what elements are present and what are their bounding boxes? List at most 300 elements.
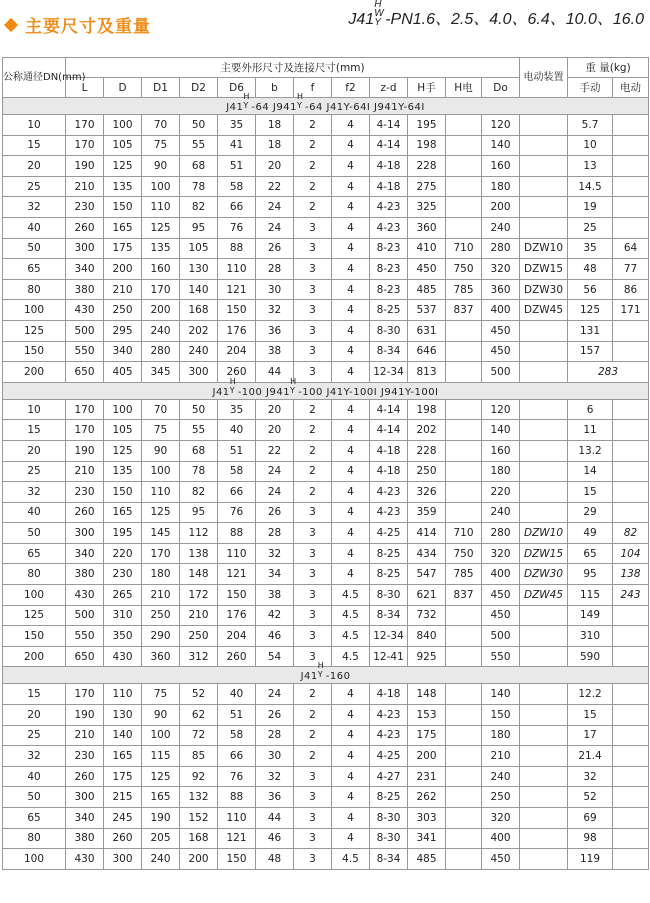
weight-electric-cell: 171: [613, 300, 649, 321]
dimension-cell: 46: [256, 828, 294, 849]
dimension-cell: 4: [332, 362, 370, 383]
dimension-cell: 240: [180, 341, 218, 362]
actuator-cell: [520, 646, 568, 667]
dimension-cell: 4: [332, 217, 370, 238]
dimension-cell: 260: [66, 502, 104, 523]
stacked-top: H: [296, 92, 304, 101]
dn-cell: 40: [3, 217, 66, 238]
stacked-letters: [243, 92, 251, 110]
dimension-cell: 26: [256, 238, 294, 259]
actuator-cell: [520, 746, 568, 767]
dimension-cell: 170: [66, 684, 104, 705]
dimension-cell: 204: [218, 626, 256, 647]
weight-electric-cell: [613, 646, 649, 667]
dimension-cell: 110: [218, 259, 256, 280]
dimension-cell: 710: [446, 523, 482, 544]
dimension-cell: 24: [256, 684, 294, 705]
dimension-cell: 250: [408, 461, 446, 482]
dimension-cell: 135: [142, 238, 180, 259]
dimension-cell: 450: [482, 605, 520, 626]
dimension-cell: 230: [66, 746, 104, 767]
dimension-cell: 4-18: [370, 176, 408, 197]
dimension-cell: [446, 482, 482, 503]
table-row: [3, 808, 649, 829]
dimension-cell: 92: [180, 766, 218, 787]
section-label: [3, 92, 649, 115]
dimension-cell: 105: [180, 238, 218, 259]
dimension-cell: 44: [256, 362, 294, 383]
dimension-cell: 380: [66, 279, 104, 300]
dimension-cell: 210: [482, 746, 520, 767]
dimension-cell: 51: [218, 440, 256, 461]
dimension-cell: 66: [218, 197, 256, 218]
dimension-cell: 326: [408, 482, 446, 503]
dimension-cell: 750: [446, 543, 482, 564]
dimension-cell: 621: [408, 585, 446, 606]
title-block: [6, 12, 151, 37]
actuator-cell: [520, 115, 568, 136]
dimension-cell: 105: [104, 135, 142, 156]
formula-stack-top: H: [374, 0, 382, 10]
dimension-cell: 4: [332, 156, 370, 177]
dimension-cell: 190: [142, 808, 180, 829]
weight-electric-cell: [613, 217, 649, 238]
dimension-cell: 172: [180, 585, 218, 606]
dimension-cell: 2: [294, 482, 332, 503]
dimension-cell: 340: [104, 341, 142, 362]
dimension-cell: 4-25: [370, 746, 408, 767]
stacked-letters: [229, 376, 238, 395]
table-row: [3, 300, 649, 321]
dimension-cell: 4-23: [370, 197, 408, 218]
dimension-cell: 110: [218, 808, 256, 829]
dimension-cell: 400: [482, 828, 520, 849]
dimension-cell: 485: [408, 849, 446, 870]
dn-cell: 15: [3, 684, 66, 705]
weight-manual-cell: 11: [568, 420, 613, 441]
dimension-cell: 240: [482, 217, 520, 238]
dimension-cell: 112: [180, 523, 218, 544]
dimension-cell: 4: [332, 420, 370, 441]
dimension-cell: [446, 362, 482, 383]
weight-manual-cell: 10: [568, 135, 613, 156]
dimension-cell: 200: [482, 197, 520, 218]
dimension-cell: 430: [66, 849, 104, 870]
weight-electric-cell: [613, 420, 649, 441]
dimension-cell: 40: [218, 684, 256, 705]
weight-manual-cell: 49: [568, 523, 613, 544]
dimension-cell: 3: [294, 564, 332, 585]
dimension-cell: 4: [332, 502, 370, 523]
dimension-cell: 550: [482, 646, 520, 667]
dn-cell: 10: [3, 399, 66, 420]
dimension-cell: [446, 135, 482, 156]
dimension-cell: 360: [408, 217, 446, 238]
dimension-cell: 130: [104, 705, 142, 726]
dimension-cell: 260: [218, 646, 256, 667]
actuator-cell: [520, 341, 568, 362]
dimension-cell: 121: [218, 279, 256, 300]
dimension-cell: 405: [104, 362, 142, 383]
dn-cell: 40: [3, 766, 66, 787]
dimension-cell: 260: [66, 217, 104, 238]
dimension-cell: 110: [218, 543, 256, 564]
weight-manual-cell: 119: [568, 849, 613, 870]
section-label-part: J41: [226, 102, 244, 113]
dn-cell: 150: [3, 626, 66, 647]
dimension-cell: 4: [332, 684, 370, 705]
weight-manual-cell: 17: [568, 725, 613, 746]
dimension-cell: 8-23: [370, 259, 408, 280]
dimension-cell: 430: [104, 646, 142, 667]
dimension-cell: 140: [180, 279, 218, 300]
weight-manual-cell: 95: [568, 564, 613, 585]
table-row: [3, 787, 649, 808]
stacked-bottom: Y: [290, 385, 296, 395]
dimension-cell: 4: [332, 197, 370, 218]
dimension-cell: 125: [142, 217, 180, 238]
dimension-cell: 4-14: [370, 115, 408, 136]
weight-manual-cell: 310: [568, 626, 613, 647]
actuator-cell: DZW10: [520, 523, 568, 544]
dimension-cell: 837: [446, 300, 482, 321]
dn-cell: 65: [3, 808, 66, 829]
section-label-part: -100 J941: [237, 386, 291, 398]
dimension-cell: 340: [66, 259, 104, 280]
actuator-cell: [520, 808, 568, 829]
dimension-cell: 250: [180, 626, 218, 647]
dimension-cell: 78: [180, 461, 218, 482]
dimension-cell: [446, 787, 482, 808]
dimension-cell: 110: [142, 482, 180, 503]
dimension-cell: 2: [294, 115, 332, 136]
table-row: [3, 585, 649, 606]
dimension-cell: 230: [66, 482, 104, 503]
dimension-cell: 4-18: [370, 684, 408, 705]
dimension-cell: 68: [180, 156, 218, 177]
dimension-cell: 66: [218, 482, 256, 503]
actuator-cell: [520, 420, 568, 441]
dimension-cell: [446, 176, 482, 197]
dimension-cell: 130: [180, 259, 218, 280]
actuator-cell: [520, 766, 568, 787]
dimension-cell: 4: [332, 523, 370, 544]
dimension-cell: 100: [104, 399, 142, 420]
dimension-cell: 3: [294, 279, 332, 300]
table-row: [3, 156, 649, 177]
dimension-cell: 24: [256, 482, 294, 503]
stacked-bottom: Y: [243, 101, 249, 110]
table-row: [3, 626, 649, 647]
dimension-cell: 300: [66, 238, 104, 259]
dimension-cell: 265: [104, 585, 142, 606]
dimension-cell: 450: [482, 341, 520, 362]
dimension-cell: 132: [180, 787, 218, 808]
dn-cell: 125: [3, 605, 66, 626]
dimension-cell: 325: [408, 197, 446, 218]
dimension-cell: 24: [256, 217, 294, 238]
dimension-cell: 434: [408, 543, 446, 564]
dimension-cell: 40: [218, 420, 256, 441]
dimension-cell: 500: [66, 320, 104, 341]
column-header: L: [66, 78, 104, 98]
dimension-cell: 4: [332, 725, 370, 746]
dimension-cell: 12-41: [370, 646, 408, 667]
dimension-cell: 26: [256, 705, 294, 726]
section-label: [3, 376, 649, 399]
dimension-cell: 275: [408, 176, 446, 197]
dimension-cell: 175: [104, 238, 142, 259]
table-row: [3, 238, 649, 259]
dimension-cell: [446, 808, 482, 829]
dimension-cell: 450: [482, 849, 520, 870]
dimension-cell: 3: [294, 808, 332, 829]
dimension-cell: 202: [180, 320, 218, 341]
actuator-cell: [520, 156, 568, 177]
dimension-cell: 3: [294, 626, 332, 647]
weight-manual-cell: 6: [568, 399, 613, 420]
dimension-cell: 8-30: [370, 320, 408, 341]
dimension-cell: 145: [142, 523, 180, 544]
dimension-cell: 350: [104, 626, 142, 647]
weight-manual-cell: 56: [568, 279, 613, 300]
dimension-cell: 48: [256, 849, 294, 870]
dimension-cell: 100: [142, 725, 180, 746]
dimension-cell: 8-34: [370, 341, 408, 362]
dimension-cell: 228: [408, 156, 446, 177]
dn-cell: 25: [3, 176, 66, 197]
dimension-cell: 190: [66, 156, 104, 177]
weight-electric-cell: [613, 341, 649, 362]
dimension-cell: 2: [294, 399, 332, 420]
dimension-cell: 840: [408, 626, 446, 647]
dimension-cell: 78: [180, 176, 218, 197]
dimension-cell: 240: [142, 320, 180, 341]
dimension-cell: 150: [482, 705, 520, 726]
weight-manual-cell: 65: [568, 543, 613, 564]
actuator-cell: [520, 362, 568, 383]
actuator-cell: DZW10: [520, 238, 568, 259]
dimension-cell: 90: [142, 156, 180, 177]
actuator-cell: [520, 828, 568, 849]
dn-cell: 200: [3, 646, 66, 667]
dimension-cell: 380: [66, 564, 104, 585]
actuator-cell: [520, 605, 568, 626]
actuator-cell: [520, 705, 568, 726]
dimension-cell: 36: [256, 320, 294, 341]
weight-manual-cell: 35: [568, 238, 613, 259]
dimension-cell: 160: [142, 259, 180, 280]
dimension-cell: 250: [142, 605, 180, 626]
section-header-row: [3, 382, 649, 399]
dimension-cell: 2: [294, 705, 332, 726]
dimension-cell: 450: [482, 585, 520, 606]
weight-electric-cell: 64: [613, 238, 649, 259]
dimension-cell: 68: [180, 440, 218, 461]
dimension-cell: 4: [332, 440, 370, 461]
weight-electric-cell: [613, 399, 649, 420]
diamond-bullet-icon: [4, 17, 18, 31]
dimension-cell: 180: [482, 176, 520, 197]
dimension-cell: 4.5: [332, 646, 370, 667]
actuator-cell: DZW45: [520, 300, 568, 321]
dimension-cell: 26: [256, 502, 294, 523]
dimension-cell: 170: [142, 279, 180, 300]
dimension-cell: 500: [66, 605, 104, 626]
dimension-cell: 20: [256, 420, 294, 441]
dimension-cell: 260: [104, 828, 142, 849]
dimension-cell: 4-14: [370, 135, 408, 156]
dimension-cell: 121: [218, 564, 256, 585]
dimension-cell: 430: [66, 585, 104, 606]
dimension-cell: 30: [256, 746, 294, 767]
dn-cell: 20: [3, 156, 66, 177]
stacked-top: H: [229, 376, 237, 386]
dn-cell: 50: [3, 523, 66, 544]
dimension-cell: 4: [332, 746, 370, 767]
dimension-cell: [446, 646, 482, 667]
weight-manual-cell: 69: [568, 808, 613, 829]
dimension-cell: [446, 156, 482, 177]
dimension-cell: 2: [294, 440, 332, 461]
dimension-cell: 320: [482, 543, 520, 564]
dimension-cell: 3: [294, 341, 332, 362]
formula-stack-mid: W: [374, 8, 384, 19]
table-row: [3, 482, 649, 503]
dimension-cell: 4-23: [370, 725, 408, 746]
dimension-cell: 180: [482, 461, 520, 482]
dimension-cell: 75: [142, 684, 180, 705]
dimension-cell: 41: [218, 135, 256, 156]
column-header: Do: [482, 78, 520, 98]
weight-electric-cell: [613, 502, 649, 523]
dimension-cell: 2: [294, 746, 332, 767]
dimension-cell: 125: [104, 440, 142, 461]
dimension-cell: 210: [104, 279, 142, 300]
dimension-cell: 176: [218, 605, 256, 626]
dimension-cell: 35: [218, 399, 256, 420]
column-header: b: [256, 78, 294, 98]
dimension-cell: 32: [256, 766, 294, 787]
dn-cell: 125: [3, 320, 66, 341]
dimension-cell: 76: [218, 766, 256, 787]
dimension-cell: 4-18: [370, 440, 408, 461]
dimension-cell: 245: [104, 808, 142, 829]
dimension-cell: 3: [294, 217, 332, 238]
dimension-cell: 4: [332, 300, 370, 321]
dimension-cell: 3: [294, 849, 332, 870]
dimension-cell: 925: [408, 646, 446, 667]
actuator-cell: [520, 482, 568, 503]
dimension-cell: 20: [256, 399, 294, 420]
dimension-cell: 228: [408, 440, 446, 461]
dimension-cell: 152: [180, 808, 218, 829]
dimension-cell: 140: [104, 725, 142, 746]
dimension-cell: 140: [482, 684, 520, 705]
dimension-cell: 785: [446, 564, 482, 585]
dimension-cell: 8-25: [370, 564, 408, 585]
weight-manual-cell: 5.7: [568, 115, 613, 136]
dimension-cell: 2: [294, 684, 332, 705]
dimension-cell: 150: [104, 482, 142, 503]
dimension-cell: 8-23: [370, 279, 408, 300]
dimension-cell: 3: [294, 523, 332, 544]
dimension-cell: [446, 849, 482, 870]
column-header: D2: [180, 78, 218, 98]
stacked-bottom: Y: [229, 385, 236, 395]
dimension-cell: 170: [142, 543, 180, 564]
weight-manual-cell: 12.2: [568, 684, 613, 705]
actuator-cell: DZW15: [520, 543, 568, 564]
dimension-cell: 165: [104, 746, 142, 767]
table-row: [3, 135, 649, 156]
dimension-cell: 4: [332, 828, 370, 849]
column-header: H手: [408, 78, 446, 98]
weight-electric-cell: [613, 115, 649, 136]
dimension-cell: 153: [408, 705, 446, 726]
dimension-cell: [446, 115, 482, 136]
dimension-cell: 8-25: [370, 787, 408, 808]
actuator-cell: [520, 440, 568, 461]
actuator-cell: [520, 197, 568, 218]
table-row: [3, 197, 649, 218]
dimension-cell: 414: [408, 523, 446, 544]
table-row: [3, 502, 649, 523]
dimension-cell: 240: [482, 502, 520, 523]
weight-electric-cell: [613, 746, 649, 767]
weight-electric-cell: [613, 605, 649, 626]
dimension-cell: 550: [66, 626, 104, 647]
dimension-cell: 2: [294, 156, 332, 177]
dimension-cell: 3: [294, 646, 332, 667]
section-label-part: J41: [300, 671, 318, 683]
dimension-cell: 220: [104, 543, 142, 564]
dimension-cell: 150: [104, 197, 142, 218]
dn-cell: 80: [3, 279, 66, 300]
dimension-cell: 75: [142, 135, 180, 156]
dimension-cell: 150: [218, 300, 256, 321]
dimension-cell: 190: [66, 440, 104, 461]
dimension-cell: 44: [256, 808, 294, 829]
stacked-bottom: Y: [296, 101, 303, 110]
dimension-weight-table: [2, 57, 649, 870]
dimension-cell: 58: [218, 461, 256, 482]
dimension-cell: 82: [180, 482, 218, 503]
dimension-cell: 8-30: [370, 585, 408, 606]
actuator-cell: [520, 626, 568, 647]
weight-manual-cell: 131: [568, 320, 613, 341]
dimension-cell: 90: [142, 440, 180, 461]
section-header-row: [3, 667, 649, 684]
dimension-cell: 160: [482, 440, 520, 461]
actuator-cell: [520, 849, 568, 870]
dimension-cell: 3: [294, 320, 332, 341]
dn-cell: 100: [3, 585, 66, 606]
dn-cell: 80: [3, 564, 66, 585]
dimension-cell: 646: [408, 341, 446, 362]
weight-electric-cell: [613, 684, 649, 705]
dimension-cell: 750: [446, 259, 482, 280]
stacked-letters: [290, 376, 298, 395]
dimension-cell: 4.5: [332, 626, 370, 647]
dimension-cell: [446, 461, 482, 482]
dimension-cell: 4: [332, 766, 370, 787]
dimension-cell: 46: [256, 626, 294, 647]
weight-manual-cell: 13.2: [568, 440, 613, 461]
dimension-cell: 400: [482, 564, 520, 585]
dimension-cell: 4: [332, 279, 370, 300]
dimension-cell: 170: [66, 135, 104, 156]
